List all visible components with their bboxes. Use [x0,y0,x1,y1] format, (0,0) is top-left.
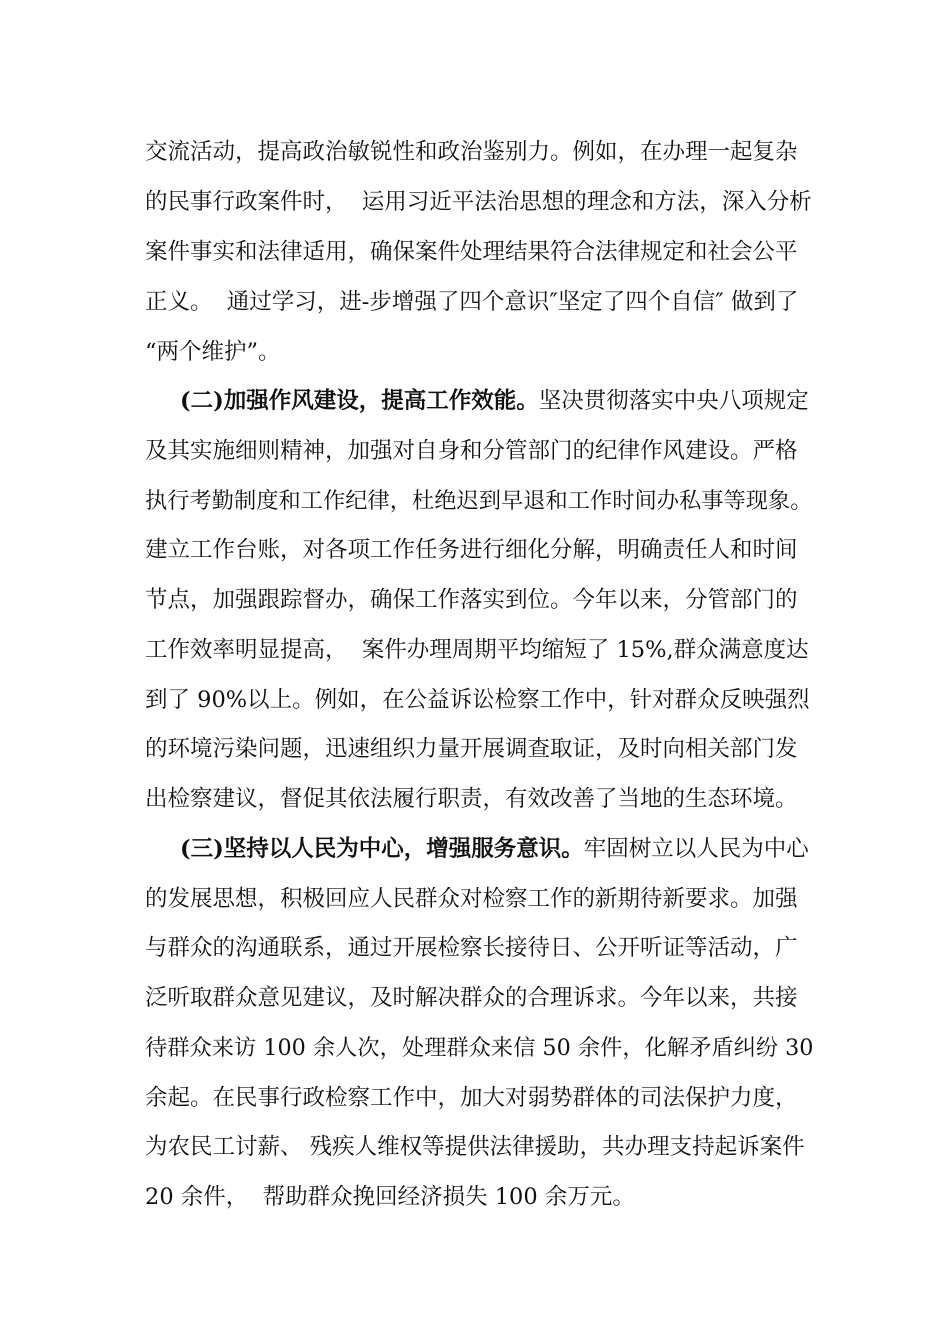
text-line: 的民事行政案件时， 运用习近平法治思想的理念和方法，深入分析 [145,189,812,215]
text-line: “两个维护”。 [145,339,281,365]
text-line: 的发展思想，积极回应人民群众对检察工作的新期待新要求。加强 [145,886,798,912]
text-line: 到了 90%以上。例如，在公益诉讼检察工作中，针对群众反映强烈 [145,687,810,713]
text-span: 坚决贯彻落实中央八项规定 [538,388,809,414]
text-line: 20 余件， 帮助群众挽回经济损失 100 余万元。 [145,1184,635,1210]
text-line: 泛听取群众意见建议，及时解决群众的合理诉求。今年以来，共接 [145,985,798,1011]
text-line: 为农民工讨薪、 残疾人维权等提供法律援助，共办理支持起诉案件 [145,1134,805,1160]
section-heading-line [180,834,809,864]
text-line: 待群众来访 100 余人次，处理群众来信 50 余件，化解矛盾纠纷 30 [145,1035,814,1061]
text-line: 交流活动，提高政治敏锐性和政治鉴别力。例如，在办理一起复杂 [145,139,798,165]
text-line: 正义。 通过学习，进-步增强了四个意识″坚定了四个自信″ 做到了 [145,289,799,315]
text-line: 与群众的沟通联系，通过开展检察长接待日、公开听证等活动，广 [145,935,798,961]
text-line: 建立工作台账，对各项工作任务进行细化分解，明确责任人和时间 [145,537,798,563]
text-line: 节点，加强跟踪督办，确保工作落实到位。今年以来，分管部门的 [145,587,798,613]
text-line: 及其实施细则精神，加强对自身和分管部门的纪律作风建设。严格 [145,438,798,464]
text-line: 的环境污染问题，迅速组织力量开展调查取证，及时向相关部门发 [145,736,798,762]
text-line: 工作效率明显提高， 案件办理周期平均缩短了 15%,群众满意度达 [145,637,809,663]
text-line: 案件事实和法律适用，确保案件处理结果符合法律规定和社会公平 [145,239,798,265]
text-line: 出检察建议，督促其依法履行职责，有效改善了当地的生态环境。 [145,786,798,812]
section-heading-line [180,386,809,416]
text-line: 余起。在民事行政检察工作中，加大对弱势群体的司法保护力度， [145,1085,798,1111]
text-span: 牢固树立以人民为中心 [583,836,809,862]
text-line: 执行考勤制度和工作纪律，杜绝迟到早退和工作时间办私事等现象。 [145,488,813,514]
section-heading: (二)加强作风建设，提高工作效能。 [180,388,539,414]
section-heading: (三)坚持以人民为中心，增强服务意识。 [180,836,584,862]
